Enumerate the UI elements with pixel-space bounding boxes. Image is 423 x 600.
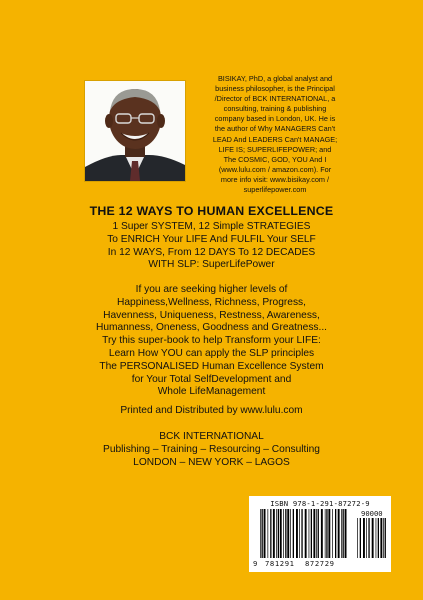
ean-left-digits: 781291 [265,559,295,568]
publisher-locations: LONDON – NEW YORK – LAGOS [133,456,290,468]
bio-line: /Director of BCK INTERNATIONAL, a [214,94,336,104]
bio-line: superlifepower.com [243,185,307,195]
book-pitch [0,284,423,399]
pitch-line: Try this super-book to help Transform your LIFE: [102,335,321,347]
book-tagline [0,221,423,272]
isbn-label: ISBN 978-1-291-87272-9 [270,499,370,508]
bio-line: consulting, training & publishing [223,104,327,114]
publisher-name: BCK INTERNATIONAL [159,431,264,442]
price-code: 90000 [361,509,383,518]
bio-line: business philosopher, is the Principal [215,84,335,94]
bio-line: more info visit: www.bisikay.com / [220,174,330,184]
ean-first-digit: 9 [253,559,258,568]
bio-line: BISIKAY, PhD, a global analyst and [217,74,333,83]
tagline-line: WITH SLP: SuperLifePower [148,259,275,271]
pitch-line: for Your Total SelfDevelopment and [131,373,292,385]
tagline-line: 1 Super SYSTEM, 12 Simple STRATEGIES [112,221,311,232]
publisher-services: Publishing – Training – Resourcing – Consulting [103,443,320,455]
pitch-line: Havenness, Uniqueness, Restness, Awareness, [103,309,320,321]
pitch-line: Whole LifeManagement [157,386,266,398]
publisher-block [0,431,423,469]
bio-line: LEAD And LEADERS Can't MANAGE; [212,134,338,144]
pitch-line: If you are seeking higher levels of [135,284,288,295]
pitch-line: Happiness,Wellness, Richness, Progress, [117,296,306,308]
bio-line: (www.lulu.com / amazon.com). For [218,164,332,174]
printed-by: Printed and Distributed by www.lulu.com [120,405,303,416]
pitch-line: Learn How YOU can apply the SLP principles [108,347,315,359]
isbn-barcode [249,496,391,572]
tagline-line: To ENRICH Your LIFE And FULFIL Your SELF [107,233,316,245]
bio-line: LIFE IS; SUPERLIFEPOWER; and [218,144,332,154]
pitch-line: The PERSONALISED Human Excellence System [99,360,324,372]
bio-line: company based in London, UK. He is [214,114,336,124]
pitch-line: Humanness, Oneness, Goodness and Greatness... [95,322,328,334]
tagline-line: In 12 WAYS, From 12 DAYS To 12 DECADES [107,246,316,258]
book-title: THE 12 WAYS TO HUMAN EXCELLENCE [89,204,334,218]
author-bio [200,74,350,195]
author-photo [84,80,186,182]
bio-line: The COSMIC, GOD, YOU And I [223,154,327,164]
bio-line: the author of Why MANAGERS Can't [214,124,336,134]
ean-right-digits: 872729 [305,559,335,568]
